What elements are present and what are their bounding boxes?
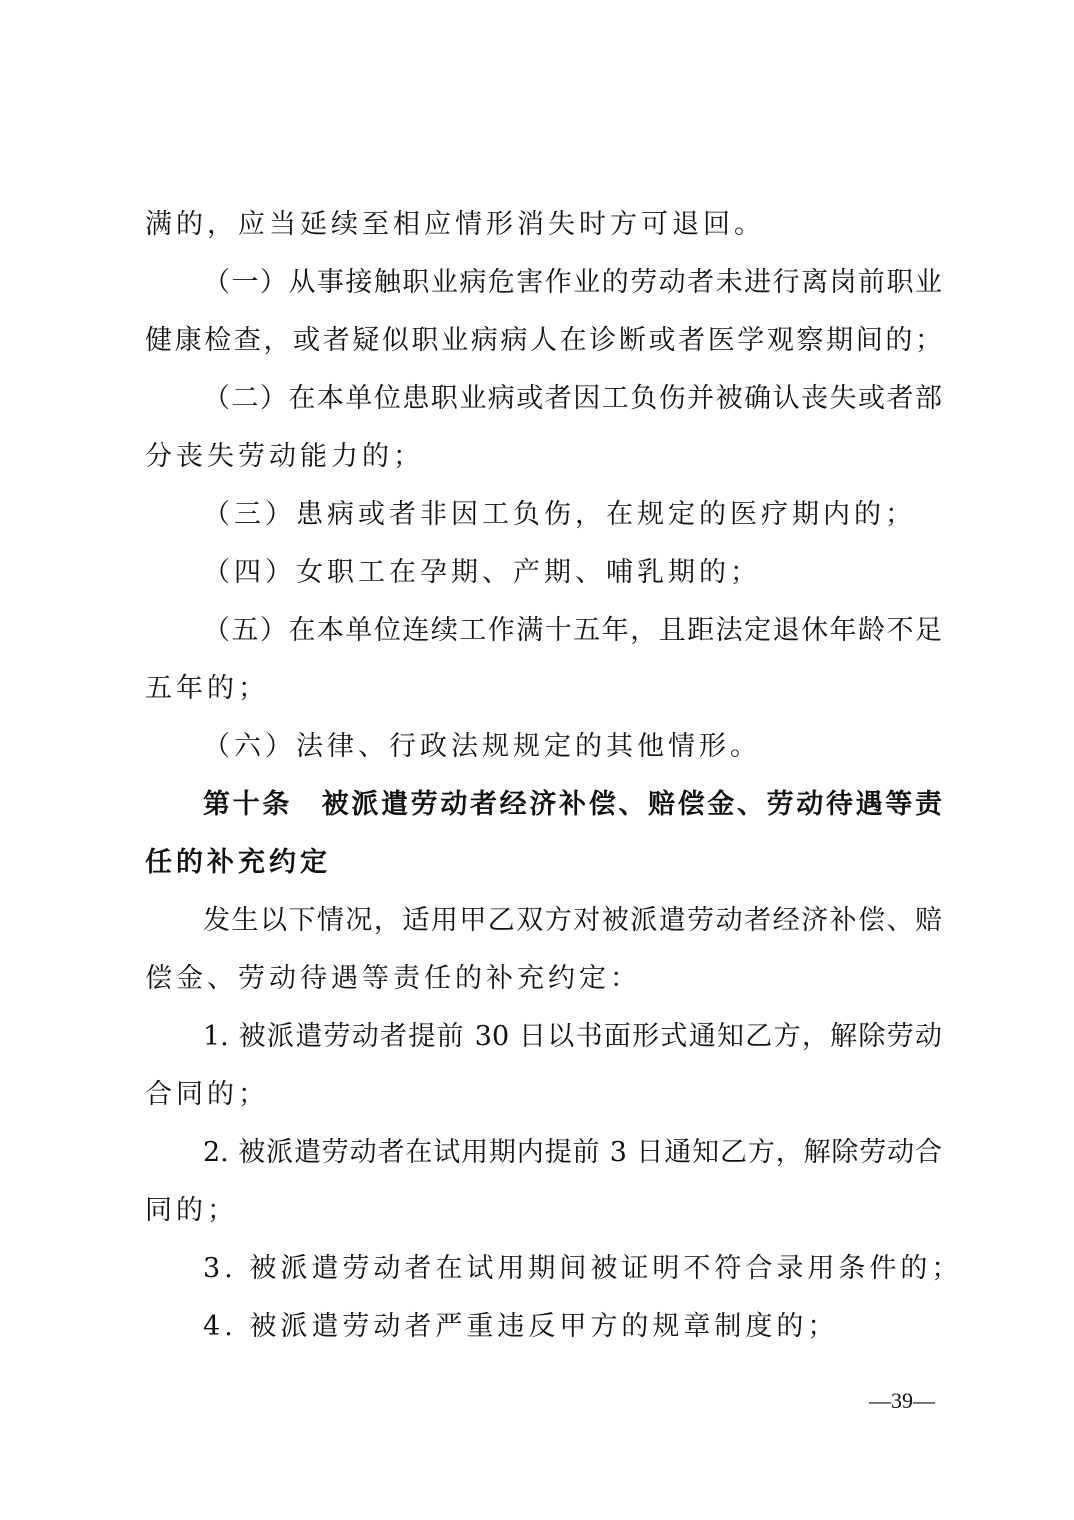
section-heading-line-2: 任的补充约定 — [145, 847, 331, 878]
text-line-10: （六）法律、行政法规规定的其他情形。 — [203, 731, 761, 762]
text-line-7: （四）女职工在孕期、产期、哺乳期的； — [203, 557, 761, 588]
text-line-14: 偿金、劳动待遇等责任的补充约定： — [145, 963, 641, 994]
list-item-1-line-1: 1. 被派遣劳动者提前 30 日以书面形式通知乙方，解除劳动 — [203, 1021, 942, 1052]
text-line-2: （一）从事接触职业病危害作业的劳动者未进行离岗前职业 — [203, 267, 942, 298]
section-heading-line-1: 第十条 被派遣劳动者经济补偿、赔偿金、劳动待遇等责 — [203, 789, 942, 820]
text-line-6: （三）患病或者非因工负伤，在规定的医疗期内的； — [203, 499, 916, 530]
list-item-2-line-1: 2. 被派遣劳动者在试用期内提前 3 日通知乙方，解除劳动合 — [203, 1137, 942, 1168]
list-item-3: 3. 被派遣劳动者在试用期间被证明不符合录用条件的； — [203, 1253, 963, 1284]
page-number: —39— — [869, 1388, 935, 1413]
list-item-2-line-2: 同的； — [145, 1195, 238, 1226]
text-line-9: 五年的； — [145, 673, 269, 704]
text-line-3: 健康检查，或者疑似职业病病人在诊断或者医学观察期间的； — [145, 325, 942, 356]
text-line-1: 满的，应当延续至相应情形消失时方可退回。 — [145, 209, 765, 240]
list-item-1-line-2: 合同的； — [145, 1079, 269, 1110]
text-line-4: （二）在本单位患职业病或者因工负伤并被确认丧失或者部 — [203, 383, 942, 414]
document-body — [145, 196, 963, 1356]
text-line-8: （五）在本单位连续工作满十五年，且距法定退休年龄不足 — [203, 615, 942, 646]
text-line-13: 发生以下情况，适用甲乙双方对被派遣劳动者经济补偿、赔 — [203, 905, 942, 936]
list-item-4: 4. 被派遣劳动者严重违反甲方的规章制度的； — [203, 1311, 839, 1342]
text-line-5: 分丧失劳动能力的； — [145, 441, 424, 472]
